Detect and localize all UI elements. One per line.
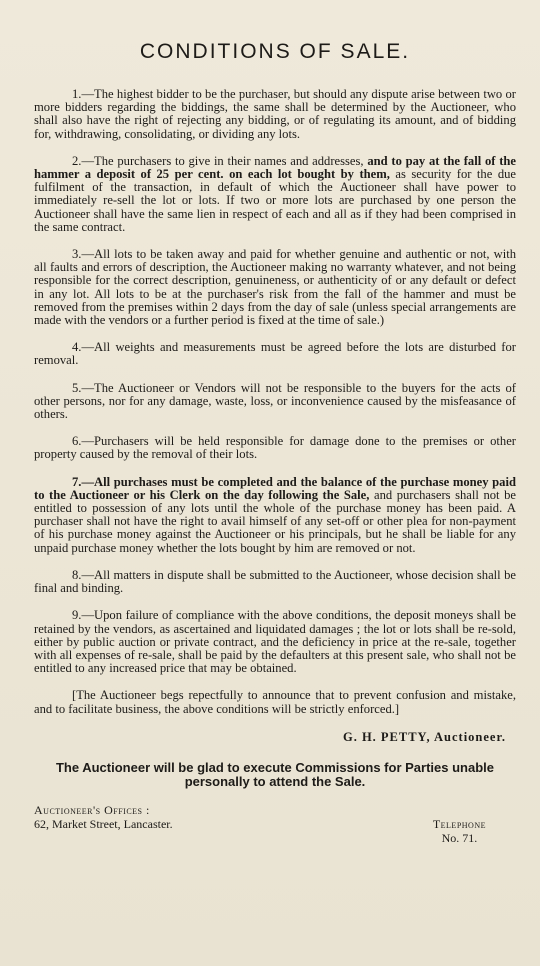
clauses-list	[34, 88, 516, 716]
clause-text: 5.—The Auctioneer or Vendors will not be responsible to the buyers for the acts of other persons, nor for any damage, waste, loss, or inconvenience caused by the misfeasance of others.	[34, 380, 516, 422]
clause-text: 9.—Upon failure of compliance with the above conditions, the deposit moneys shall be retained by the vendors, as ascertained and liquidated damages ; the lot or lots shall be re-sold, either by public auction or private contract, and the deficiency in price at the re-sale, together with all expenses of re-sale, shall be paid by the defaulters at this present sale, who shall not be entitled to any increased price that may be obtained.	[34, 608, 516, 676]
telephone-block	[433, 817, 486, 845]
clause-9	[34, 609, 516, 675]
telephone-label: Telephone	[432, 816, 486, 831]
clause-2	[34, 155, 516, 234]
telephone-number: No. 71.	[441, 830, 478, 845]
clause-text: 3.—All lots to be taken away and paid for whether genuine and authentic or not, with all faults and errors of description, the Auctioneer making no warranty whatever, and not being responsible for the correct description, genuineness, or authenticity of or any default or defect in any lot. All lots to be at the purchaser's risk from the fall of the hammer and must be removed from the premises within 2 days from the day of sale (unless special arrangements are made with the vendors or a further period is fixed at the time of sale.)	[34, 247, 516, 328]
clause-3	[34, 248, 516, 327]
notice	[34, 689, 516, 715]
clause-text: 4.—All weights and measurements must be agreed before the lots are disturbed for removal.	[34, 340, 516, 368]
clause-text-cont: and purchasers shall not be entitled to possession of any lots until the whole of the purchase money has been paid. A purchaser shall not have the right to avail himself of any set-off or other plea for non-payment of his purchase money against the Auctioneer or his principals, but he shall be liable for any unpaid purchase money whether the lots bought by him are removed or not.	[34, 487, 516, 555]
offices-label: Auctioneer's Offices :	[34, 802, 150, 817]
clause-bold-text: 7.—All purchases must be completed and the balance of the purchase money paid to the Auctioneer or his Clerk on the day following the Sale,	[34, 474, 516, 502]
clause-bold-text: and to pay at the fall of the hammer a deposit of 25 per cent. on each lot bought by them,	[34, 153, 517, 182]
clause-1	[34, 88, 516, 141]
clause-text: 8.—All matters in dispute shall be submitted to the Auctioneer, whose decision shall be final and binding.	[34, 567, 516, 596]
clause-text-cont: as security for the due fulfilment of the transaction, in default of which the Auctioneer shall have power to immediately re-sell the lot or lots. If two or more lots are purchased by one person the Auctioneer shall have the same lien in respect of each and all as if they had been comprised in the same contract.	[34, 167, 516, 234]
clause-6	[34, 435, 516, 461]
footer	[34, 803, 516, 845]
clause-text: 1.—The highest bidder to be the purchaser, but should any dispute arise between two or more bidders regarding the biddings, the same shall be determined by the Auctioneer, who shall also have the right of rejecting any bidding, or of regulating its amount, and of bidding for, withdrawing, consolidating, or dividing any lots.	[34, 87, 516, 141]
offices-block	[34, 803, 173, 845]
auctioneer-signature: G. H. PETTY, Auctioneer.	[342, 729, 506, 744]
page-title: CONDITIONS OF SALE.	[139, 40, 411, 63]
office-address: 62, Market Street, Lancaster.	[34, 816, 173, 831]
clause-text: 6.—Purchasers will be held responsible for damage done to the premises or other property caused by the removal of their lots.	[34, 434, 516, 462]
clause-7	[34, 476, 516, 555]
clause-8	[34, 569, 516, 595]
clause-4	[34, 341, 516, 367]
commission-notice: The Auctioneer will be glad to execute Commissions for Parties unable personally to attend the Sale.	[55, 759, 494, 789]
clause-text: 2.—The purchasers to give in their names and addresses,	[72, 153, 368, 168]
notice-text: [The Auctioneer begs repectfully to announce that to prevent confusion and mistake, and to facilitate business, the above conditions will be strictly enforced.]	[34, 688, 516, 716]
clause-5	[34, 382, 516, 422]
